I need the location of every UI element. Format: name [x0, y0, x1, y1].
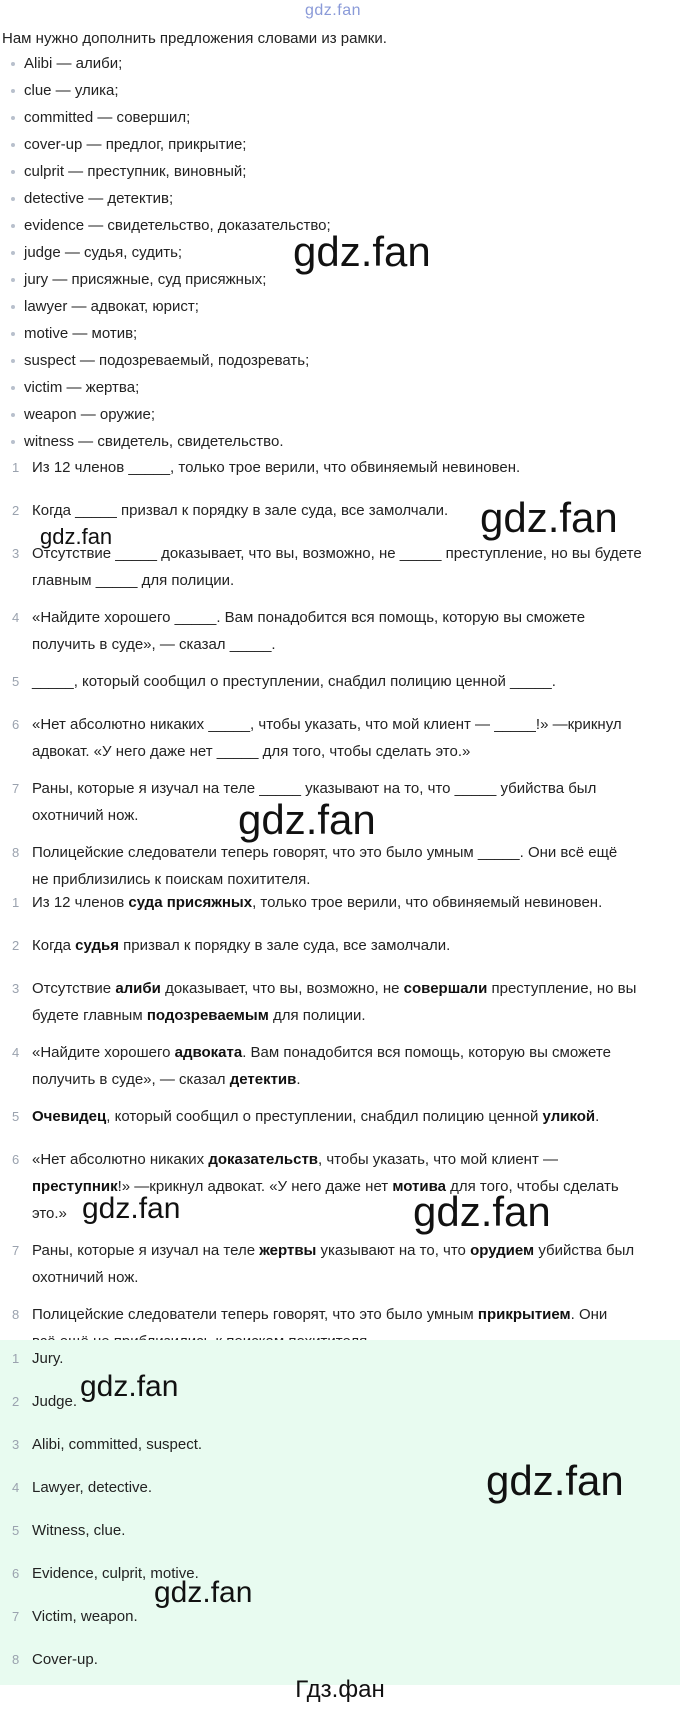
item-number: 3 [12, 1437, 20, 1452]
item-number: 5 [12, 674, 20, 689]
bullet-icon [11, 170, 15, 174]
sentence-fragment: . Вам понадобится вся помощь, которую вы сможете [242, 1044, 611, 1061]
vocab-item [0, 158, 331, 185]
bullet-icon [11, 116, 15, 120]
answer-text: Victim, weapon. [32, 1608, 138, 1625]
sentence-line [32, 1066, 678, 1093]
item-text [32, 1560, 678, 1587]
item-number: 8 [12, 1652, 20, 1667]
answer-text: Lawyer, detective. [32, 1479, 153, 1496]
sentence-line [32, 1002, 678, 1029]
bullet-icon [11, 62, 15, 66]
sentence-fragment: призвал к порядку в зале суда, все замолчали. [118, 937, 451, 954]
sentence-fragment: «Нет абсолютно никаких [32, 1151, 209, 1168]
bullet-icon [11, 143, 15, 147]
answer-word: детектив [229, 1071, 297, 1088]
answer-word: уликой [542, 1108, 596, 1125]
vocab-text: evidence — свидетельство, доказательство; [24, 217, 331, 234]
sentence-line: _____, который сообщил о преступлении, снабдил полицию ценной _____. [32, 673, 556, 690]
vocab-text: lawyer — адвокат, юрист; [24, 298, 199, 315]
item-text [32, 975, 678, 1029]
vocab-item [0, 428, 331, 455]
sentence-fragment: . Они [570, 1306, 608, 1323]
item-number: 8 [12, 1307, 20, 1322]
item-number: 2 [12, 938, 20, 953]
item-text [32, 1646, 678, 1673]
item-text [32, 1517, 678, 1544]
sentence-line: Из 12 членов _____, только трое верили, что обвиняемый невиновен. [32, 459, 521, 476]
task-intro: Нам нужно дополнить предложения словами из рамки. [2, 30, 387, 47]
answer-word: мотива [392, 1178, 446, 1195]
watermark: gdz.fan [82, 1192, 181, 1225]
vocab-text: weapon — оружие; [24, 406, 155, 423]
item-text [32, 839, 678, 893]
vocab-item [0, 239, 331, 266]
sentence-line [32, 1237, 678, 1264]
sentence-line [32, 932, 678, 959]
vocab-item [0, 50, 331, 77]
item-number: 4 [12, 1045, 20, 1060]
item-number: 1 [12, 895, 20, 910]
item-number: 6 [12, 1566, 20, 1581]
sentence-line [32, 1103, 678, 1130]
watermark: gdz.fan [480, 494, 618, 541]
sentence-fragment: охотничий нож. [32, 1269, 139, 1286]
sentence-line: «Нет абсолютно никаких _____, чтобы указать, что мой клиент — _____!» —крикнул [32, 716, 622, 733]
answer-word: орудием [470, 1242, 535, 1259]
vocab-item [0, 374, 331, 401]
bullet-icon [11, 89, 15, 93]
bullet-icon [11, 413, 15, 417]
watermark: gdz.fan [238, 796, 376, 843]
sentence-fragment: , который сообщил о преступлении, снабдил полицию ценной [106, 1108, 543, 1125]
item-text [32, 668, 678, 695]
sentence-fragment: убийства был [534, 1242, 635, 1259]
answer-text: Judge. [32, 1393, 78, 1410]
item-number: 7 [12, 781, 20, 796]
vocab-item [0, 266, 331, 293]
bullet-icon [11, 197, 15, 201]
sentence-fragment: . [595, 1108, 600, 1125]
vocab-item [0, 320, 331, 347]
sentence-fragment: Из 12 членов [32, 894, 129, 911]
sentence-line: не приблизились к поискам похитителя. [32, 871, 311, 888]
sentence-line: охотничий нож. [32, 807, 139, 824]
item-number: 4 [12, 1480, 20, 1495]
sentence-fragment: преступление, но вы [487, 980, 637, 997]
vocab-item [0, 185, 331, 212]
sentence-fragment: Раны, которые я изучал на теле [32, 1242, 260, 1259]
vocab-text: witness — свидетель, свидетельство. [24, 433, 284, 450]
answer-text: Cover-up. [32, 1651, 98, 1668]
site-watermark-top: gdz.fan [305, 2, 361, 19]
sentence-line: Раны, которые я изучал на теле _____ указывают на то, что _____ убийства был [32, 780, 597, 797]
vocab-text: clue — улика; [24, 82, 119, 99]
item-text [32, 1039, 678, 1093]
item-number: 5 [12, 1523, 20, 1538]
answer-word: прикрытием [477, 1306, 571, 1323]
sentence-line: главным _____ для полиции. [32, 572, 235, 589]
bullet-icon [11, 224, 15, 228]
vocab-text: Alibi — алиби; [24, 55, 123, 72]
sentence-fragment: указывают на то, что [316, 1242, 471, 1259]
vocab-text: detective — детектив; [24, 190, 174, 207]
item-number: 3 [12, 546, 20, 561]
sentence-line [32, 1301, 678, 1328]
vocab-text: suspect — подозреваемый, подозревать; [24, 352, 310, 369]
answer-text: Witness, clue. [32, 1522, 126, 1539]
sentence-fragment: , только трое верили, что обвиняемый невиновен. [252, 894, 603, 911]
item-number: 1 [12, 1351, 20, 1366]
sentence-fragment: доказывает, что вы, возможно, не [160, 980, 404, 997]
answer-text: Jury. [32, 1350, 64, 1367]
sentence-fragment: «Найдите хорошего [32, 1044, 175, 1061]
item-text [32, 1431, 678, 1458]
sentence-fragment: Полицейские следователи теперь говорят, что это было умным [32, 1306, 478, 1323]
vocab-item [0, 401, 331, 428]
sentence-fragment: !» —крикнул адвокат. «У него даже нет [117, 1178, 393, 1195]
sentence-fragment: , чтобы указать, что мой клиент — [318, 1151, 558, 1168]
vocab-item [0, 212, 331, 239]
vocab-text: victim — жертва; [24, 379, 140, 396]
vocab-text: committed — совершил; [24, 109, 191, 126]
sentence-line [32, 1146, 678, 1173]
vocab-text: jury — присяжные, суд присяжных; [24, 271, 267, 288]
item-number: 1 [12, 460, 20, 475]
watermark: gdz.fan [40, 524, 113, 549]
item-number: 7 [12, 1609, 20, 1624]
vocab-item [0, 104, 331, 131]
sentence-fragment: будете главным [32, 1007, 147, 1024]
item-text [32, 932, 678, 959]
bullet-icon [11, 332, 15, 336]
sentence-fragment: . [296, 1071, 301, 1088]
item-text [32, 1345, 678, 1372]
answer-word: суда присяжных [128, 894, 253, 911]
bullet-icon [11, 305, 15, 309]
item-number: 5 [12, 1109, 20, 1124]
item-text [32, 1603, 678, 1630]
item-number: 8 [12, 845, 20, 860]
item-number: 6 [12, 717, 20, 732]
answer-word: судья [75, 937, 119, 954]
item-number: 2 [12, 503, 20, 518]
item-text [32, 1103, 678, 1130]
vocab-item [0, 131, 331, 158]
watermark: gdz.fan [293, 228, 431, 275]
sentence-fragment: получить в суде», — сказал [32, 1071, 230, 1088]
sentence-line [32, 1264, 678, 1291]
item-text [32, 454, 678, 481]
answer-text: Evidence, culprit, motive. [32, 1565, 199, 1582]
item-number: 2 [12, 1394, 20, 1409]
bullet-icon [11, 359, 15, 363]
vocab-text: motive — мотив; [24, 325, 138, 342]
bullet-icon [11, 278, 15, 282]
sentence-line [32, 975, 678, 1002]
sentence-fragment: Отсутствие [32, 980, 116, 997]
sentence-fragment: для того, чтобы сделать [445, 1178, 619, 1195]
sentence-fragment: для полиции. [268, 1007, 366, 1024]
answer-word: доказательств [208, 1151, 319, 1168]
item-text [32, 540, 678, 594]
vocab-item [0, 293, 331, 320]
watermark: gdz.fan [80, 1370, 179, 1403]
vocab-text: judge — судья, судить; [24, 244, 183, 261]
vocab-text: culprit — преступник, виновный; [24, 163, 247, 180]
watermark: gdz.fan [154, 1576, 253, 1609]
watermark: gdz.fan [486, 1457, 624, 1504]
item-number: 4 [12, 610, 20, 625]
answer-word: совершали [403, 980, 488, 997]
sentence-line [32, 1039, 678, 1066]
bullet-icon [11, 386, 15, 390]
sentence-line [32, 889, 678, 916]
item-number: 3 [12, 981, 20, 996]
footer-site-name: Гдз.фан [295, 1676, 385, 1703]
vocab-text: cover-up — предлог, прикрытие; [24, 136, 247, 153]
answer-word: подозреваемым [146, 1007, 269, 1024]
answer-word: адвоката [174, 1044, 243, 1061]
sentence-fragment: это.» [32, 1205, 67, 1222]
answer-word: преступник [32, 1178, 118, 1195]
vocab-item [0, 347, 331, 374]
vocab-item [0, 77, 331, 104]
answer-word: жертвы [259, 1242, 317, 1259]
item-text [32, 889, 678, 916]
answer-word: Очевидец [32, 1108, 107, 1125]
sentence-line: получить в суде», — сказал _____. [32, 636, 276, 653]
sentence-line: Когда _____ призвал к порядку в зале суда, все замолчали. [32, 502, 449, 519]
watermark: gdz.fan [413, 1188, 551, 1235]
vocabulary-list [0, 50, 331, 455]
bullet-icon [11, 440, 15, 444]
sentence-fragment: Когда [32, 937, 76, 954]
answer-text: Alibi, committed, suspect. [32, 1436, 203, 1453]
item-number: 7 [12, 1243, 20, 1258]
sentence-line: Полицейские следователи теперь говорят, что это было умным _____. Они всё ещё [32, 844, 618, 861]
item-text [32, 604, 678, 658]
item-text [32, 1237, 678, 1291]
item-text [32, 711, 678, 765]
sentence-line: «Найдите хорошего _____. Вам понадобится вся помощь, которую вы сможете [32, 609, 586, 626]
item-number: 6 [12, 1152, 20, 1167]
sentence-line: адвокат. «У него даже нет _____ для того, чтобы сделать это.» [32, 743, 471, 760]
answer-word: алиби [115, 980, 161, 997]
bullet-icon [11, 251, 15, 255]
sentence-line: Отсутствие _____ доказывает, что вы, возможно, не _____ преступление, но вы будете [32, 545, 642, 562]
